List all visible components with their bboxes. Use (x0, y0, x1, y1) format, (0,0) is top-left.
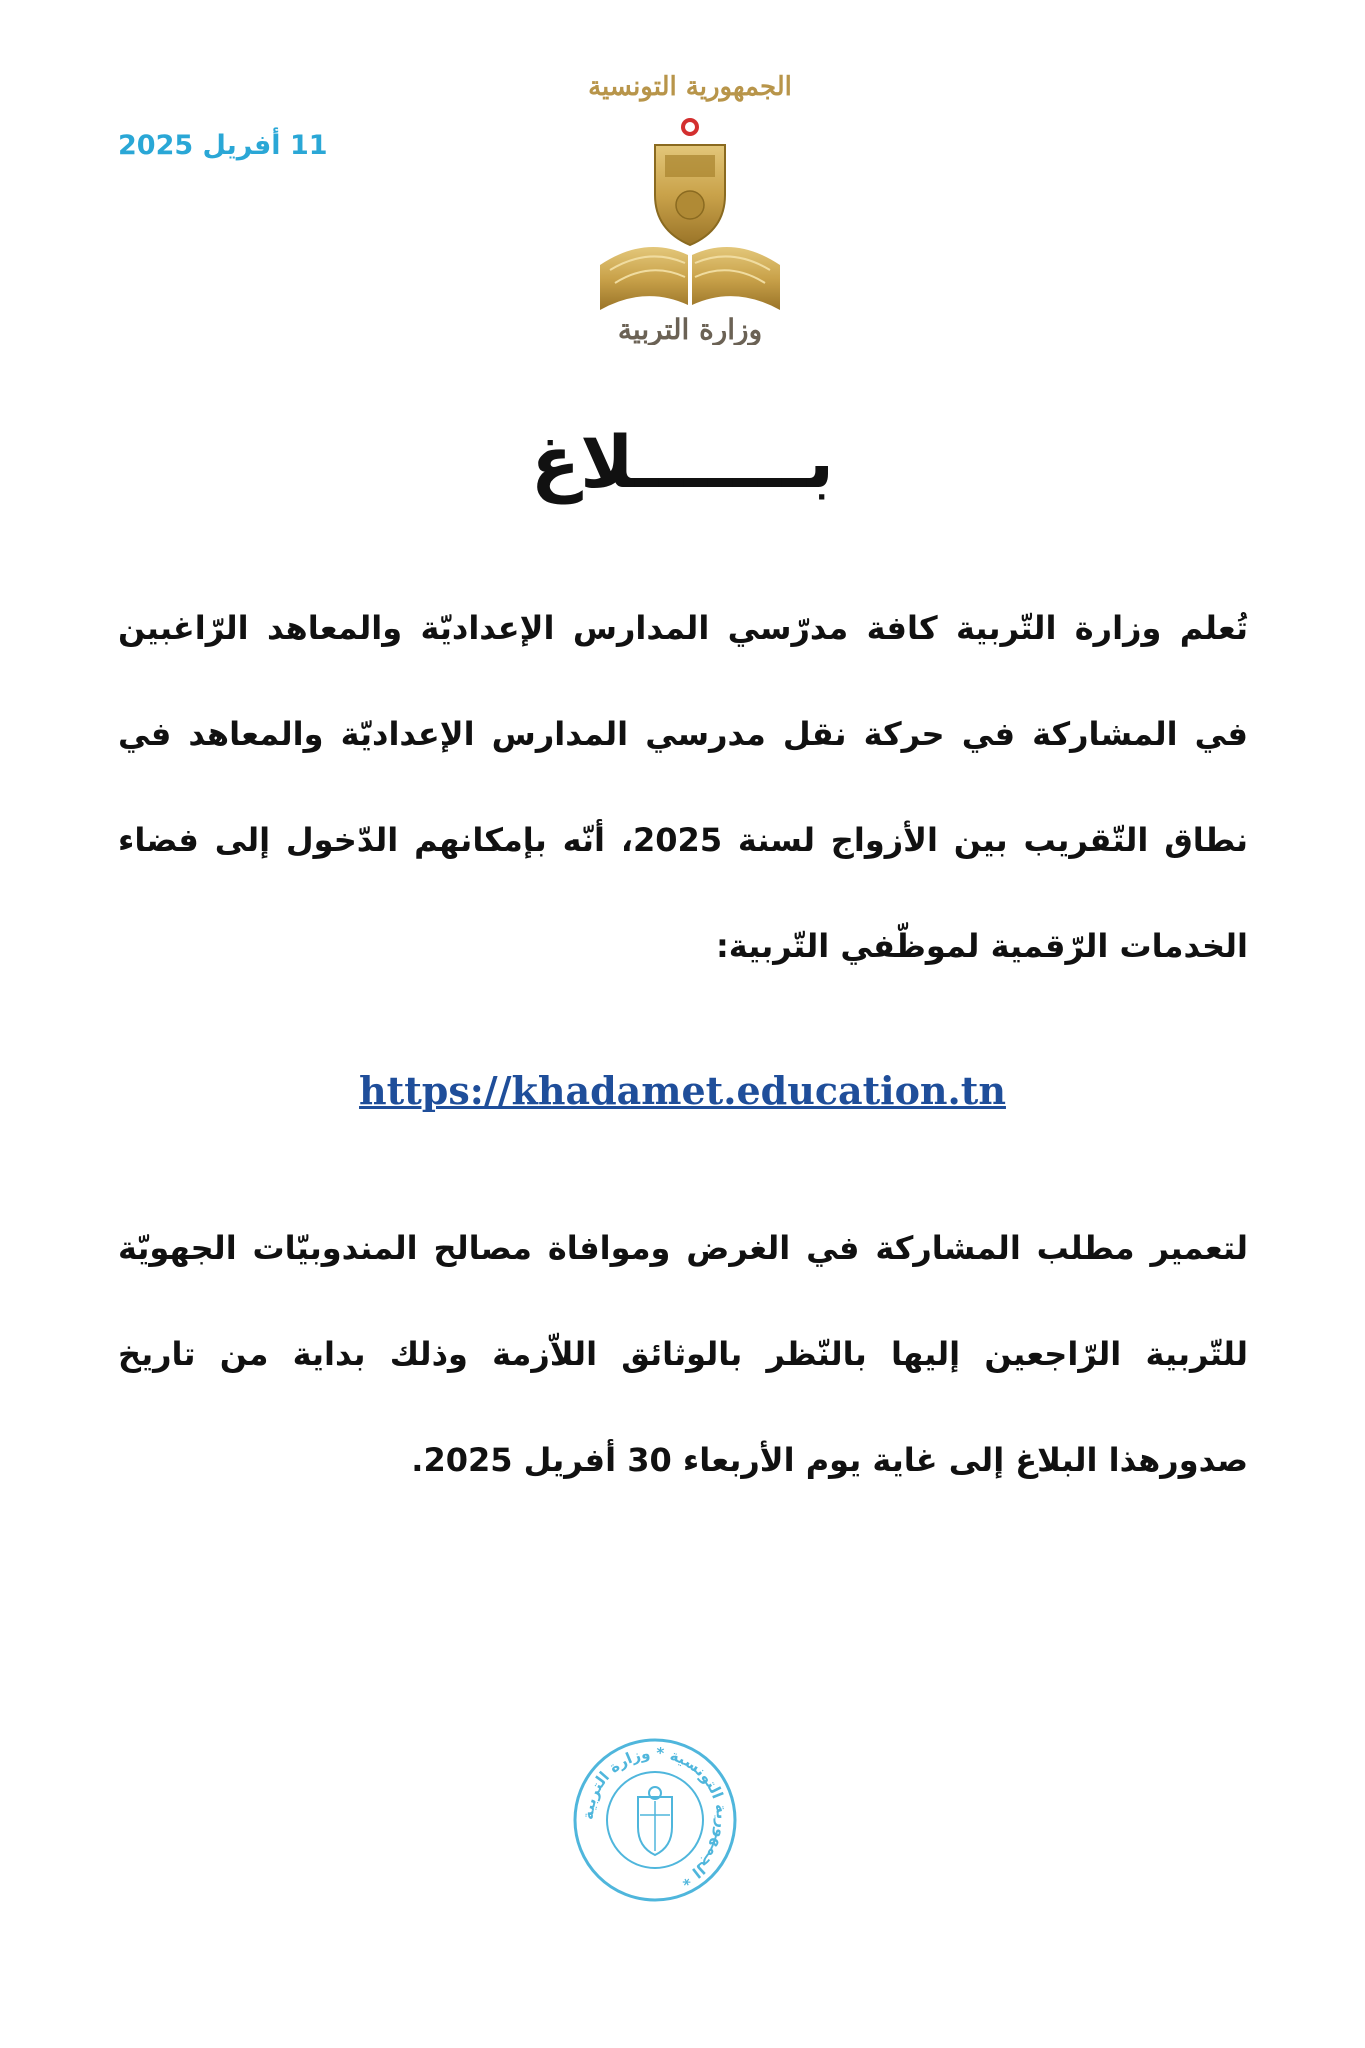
stamp-ring-text: الجمهورية التونسية * وزارة التربية * (578, 1743, 732, 1890)
official-stamp-seal (570, 1735, 740, 1905)
announcement-paragraph-2: لتعمير مطلب المشاركة في الغرض وموافاة مصالح المندوبيّات الجهويّة للتّربية الرّاجعين إليها بالنّظر بالوثائق اللاّزمة وذلك بداية من تاريخ صدورهذا البلاغ إلى غاية يوم الأربعاء 30 أفريل 2025. (118, 1229, 1248, 1479)
emblem-bottom-text: وزارة التربية (617, 313, 763, 345)
announcement-paragraph-1: تُعلم وزارة التّربية كافة مدرّسي المدارس الإعداديّة والمعاهد الرّاغبين في المشاركة في حركة نقل مدرسي المدارس الإعداديّة والمعاهد في نطاق التّقريب بين الأزواج لسنة 2025، أنّه بإمكانهم الدّخول إلى فضاء الخدمات الرّقمية لموظّفي التّربية: (118, 609, 1249, 965)
services-portal-link[interactable]: https://khadamet.education.tn (359, 1068, 1006, 1113)
document-title: بـــــــلاغ (530, 420, 835, 504)
emblem-top-text: الجمهورية التونسية (588, 72, 792, 102)
ministry-emblem-logo (570, 55, 810, 345)
document-date: 11 أفريل 2025 (118, 130, 328, 161)
